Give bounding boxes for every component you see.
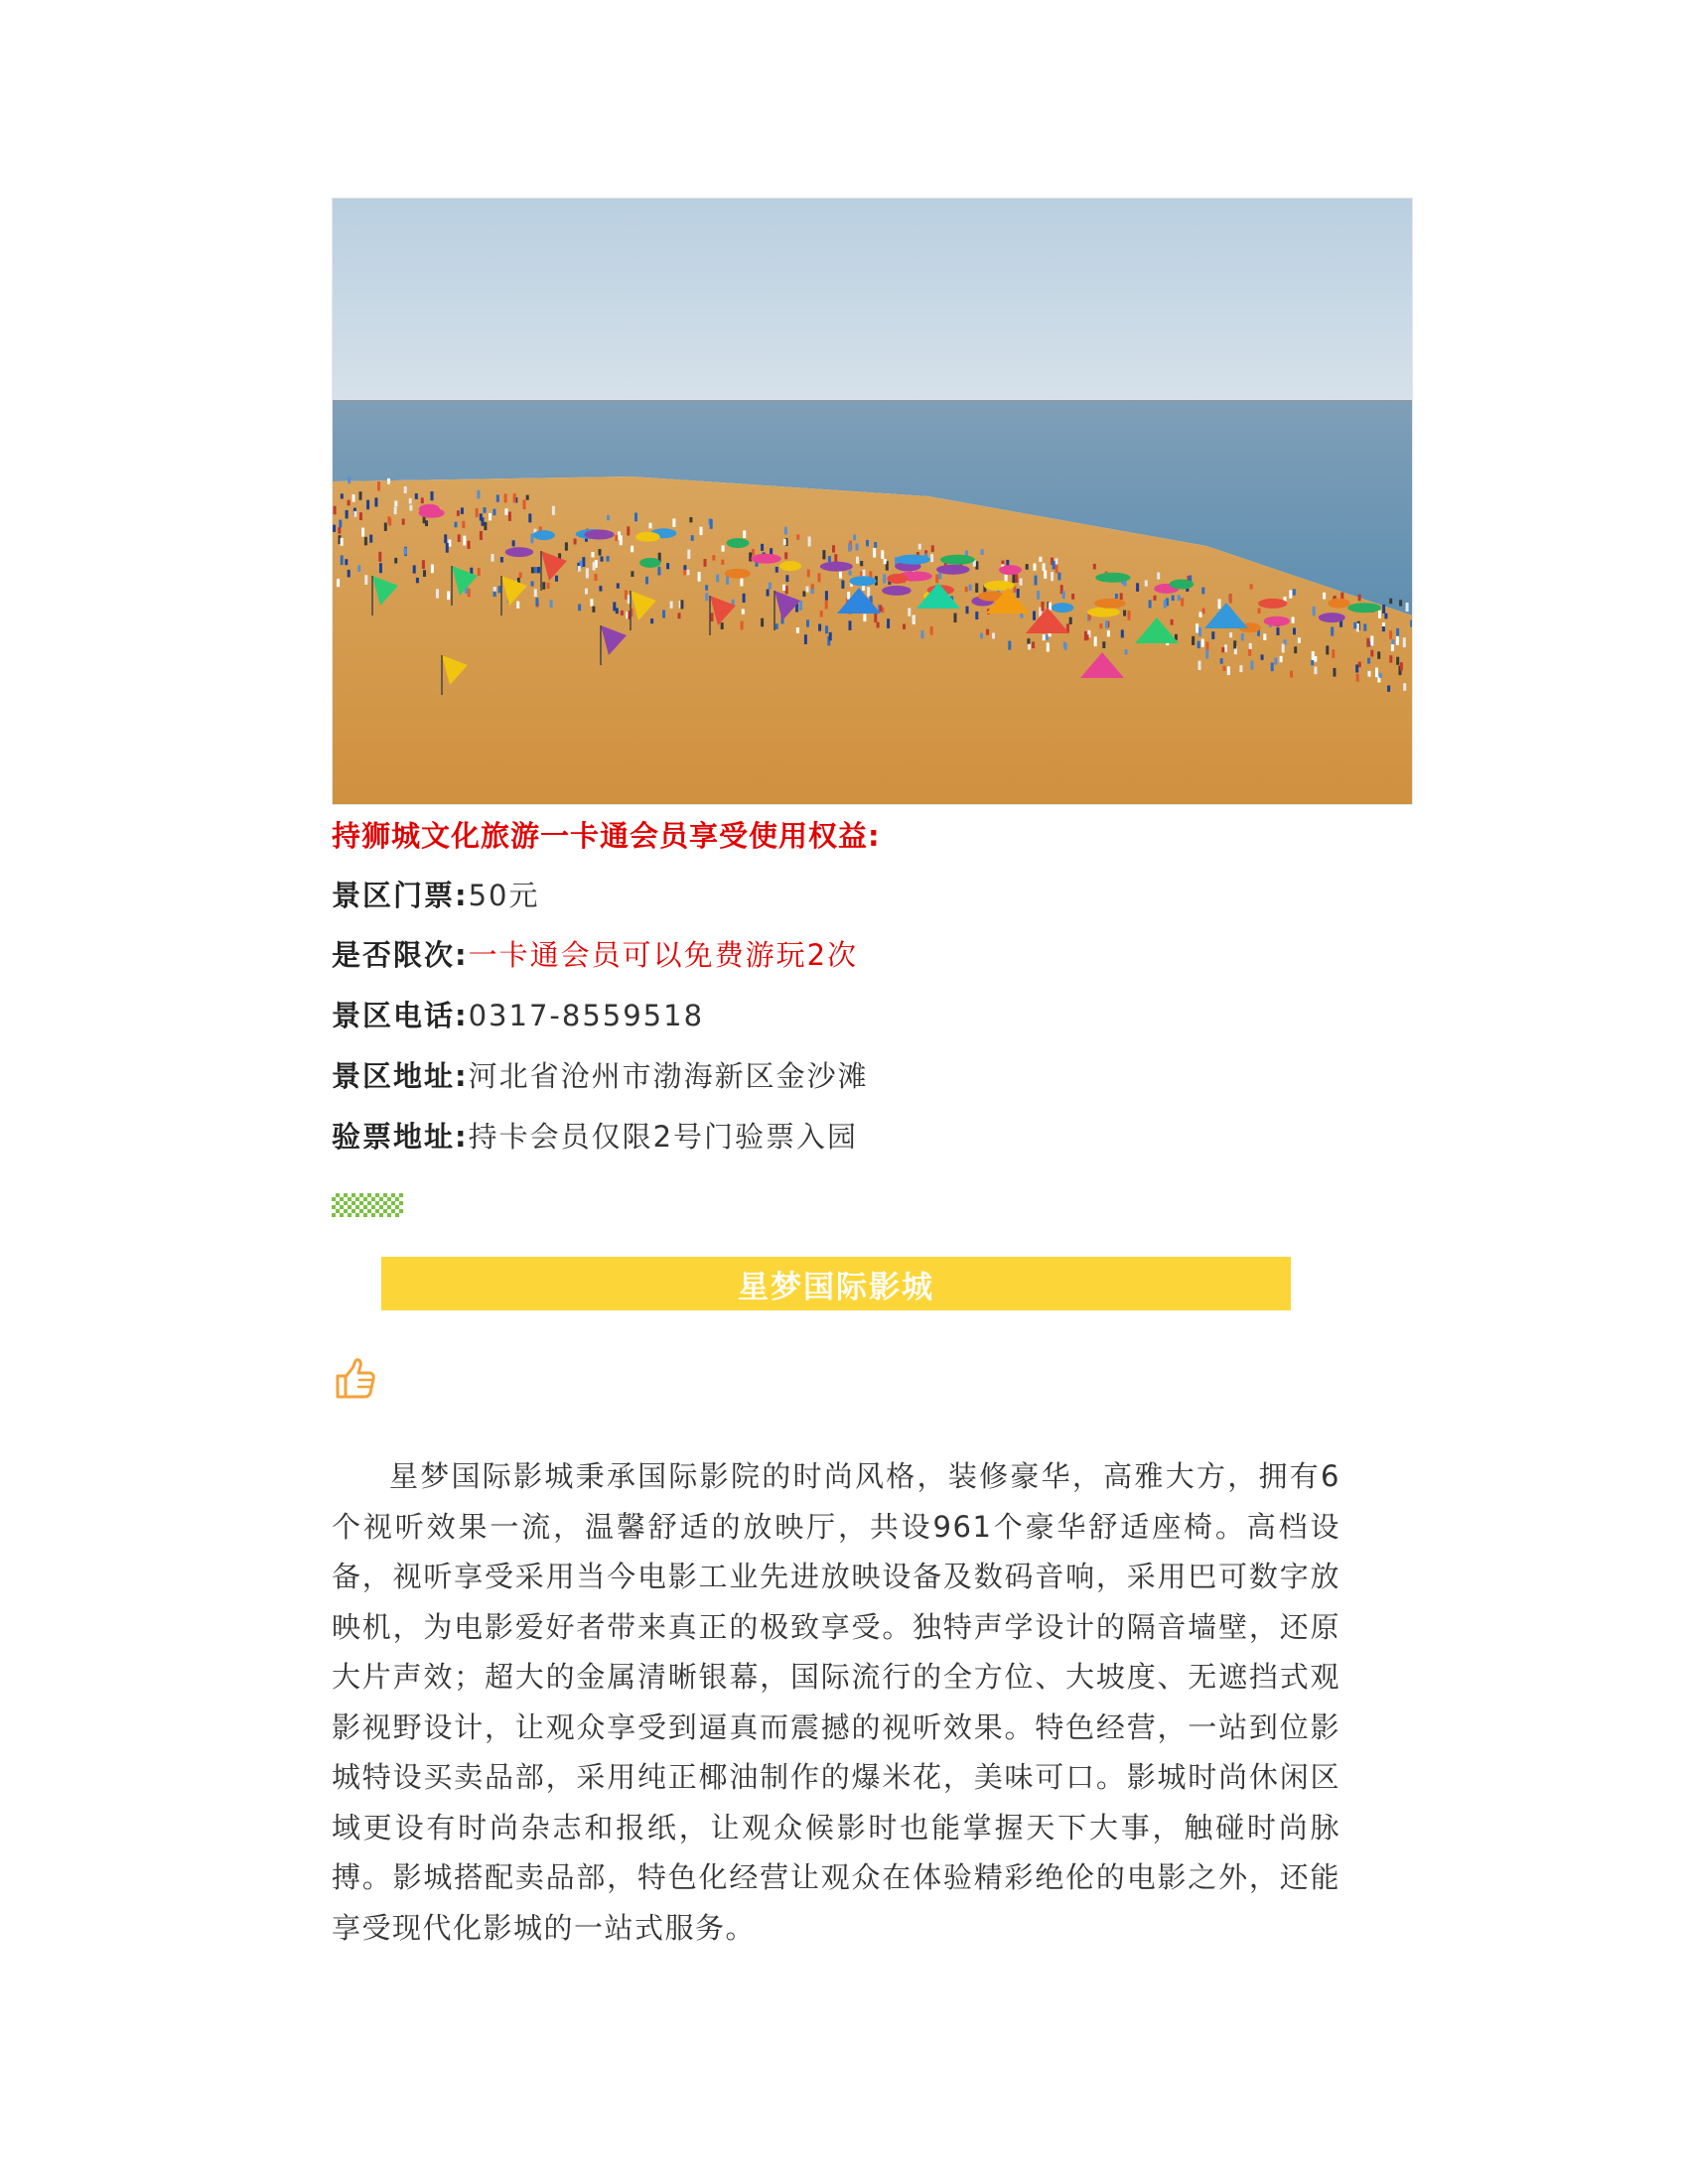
visit-limit-label: 是否限次:	[332, 938, 469, 972]
checkered-divider	[332, 1193, 403, 1217]
section-banner-title: 星梦国际影城	[738, 1269, 934, 1305]
check-in-row	[332, 1115, 858, 1156]
phone-value: 0317-8559518	[468, 999, 705, 1032]
visit-limit-value: 一卡通会员可以免费游玩2次	[468, 938, 859, 972]
address-row	[332, 1054, 869, 1095]
ticket-price-label: 景区门票:	[332, 879, 469, 912]
check-in-value: 持卡会员仅限2号门验票入园	[468, 1120, 859, 1154]
beach-crowd-photo	[332, 198, 1413, 805]
visit-limit-row	[332, 933, 858, 974]
cinema-description: 星梦国际影城秉承国际影院的时尚风格，装修豪华，高雅大方，拥有6个视听效果一流，温馨舒适的放映厅，共设961个豪华舒适座椅。高档设备，视听享受采用当今电影工业先进放映设备及数码音响，采用巴可数字放映机，为电影爱好者带来真正的极致享受。独特声学设计的隔音墙壁，还原大片声效；超大的金属清晰银幕，国际流行的全方位、大坡度、无遮挡式观影视野设计，让观众享受到逼真而震撼的视听效果。特色经营，一站到位影城特设买卖品部，采用纯正椰油制作的爆米花，美味可口。影城时尚休闲区域更设有时尚杂志和报纸，让观众候影时也能掌握天下大事，触碰时尚脉搏。影城搭配卖品部，特色化经营让观众在体验精彩绝伦的电影之外，还能享受现代化影城的一站式服务。	[332, 1459, 1340, 1945]
phone-row	[332, 994, 704, 1034]
thumbs-up-icon	[332, 1356, 377, 1402]
section-banner	[381, 1257, 1291, 1310]
beach-photo-illustration	[333, 199, 1412, 804]
benefits-title: 持狮城文化旅游一卡通会员享受使用权益:	[332, 819, 881, 853]
ticket-price-row	[332, 874, 540, 914]
address-value: 河北省沧州市渤海新区金沙滩	[468, 1059, 869, 1093]
phone-label: 景区电话:	[332, 999, 469, 1032]
check-in-label: 验票地址:	[332, 1120, 469, 1154]
address-label: 景区地址:	[332, 1059, 469, 1093]
ticket-price-value: 50元	[468, 879, 540, 912]
